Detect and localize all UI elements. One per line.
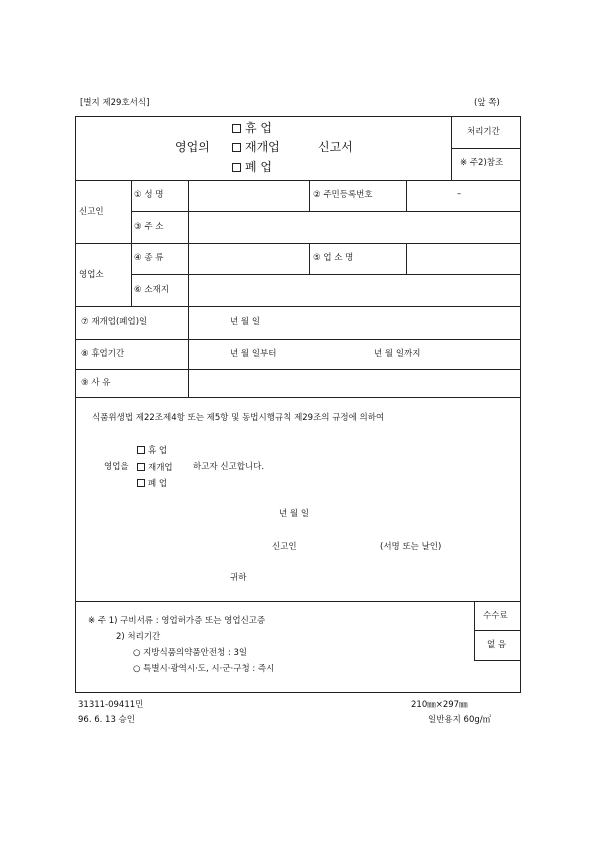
declaration-business-label: 영업을: [104, 462, 129, 472]
checkbox-icon[interactable]: [232, 124, 241, 133]
rule: [131, 274, 521, 275]
address-field[interactable]: [190, 213, 519, 241]
rule: [406, 243, 407, 274]
signature-field[interactable]: (서명 또는 날인): [380, 542, 442, 552]
rule: [131, 211, 521, 212]
location-label: ⑥ 소재지: [134, 285, 169, 295]
business-name-field[interactable]: [408, 245, 519, 272]
name-label: ① 성 명: [134, 190, 164, 200]
reporter-section-label: 신고인: [79, 207, 104, 217]
business-section-label: 영업소: [79, 270, 104, 280]
rule: [75, 339, 521, 340]
fee-label: 수수료: [483, 611, 508, 621]
rule: [406, 180, 407, 211]
declaration-tail: 하고자 신고합니다.: [193, 462, 265, 472]
paper-type: 일반용지 60g/㎡: [428, 715, 492, 725]
rule: [309, 243, 310, 274]
title-suffix: 신고서: [318, 140, 353, 154]
rule: [474, 660, 521, 661]
form-number: [별지 제29호서식]: [80, 98, 150, 108]
declaration-option-reopen: 재개업: [137, 463, 173, 473]
rule: [75, 397, 521, 398]
note-2a: ○ 지방식품의약품안전청 : 3일: [133, 648, 248, 658]
declaration-option-suspend: 휴 업: [137, 446, 167, 456]
closure-to-field[interactable]: 년 월 일까지: [374, 349, 421, 359]
reopen-date-label: ⑦ 재개업(폐업)일: [81, 317, 148, 327]
reason-field[interactable]: [190, 371, 519, 395]
note-2b: ○ 특별시·광역시·도, 시·군·구청 : 즉시: [133, 664, 275, 674]
checkbox-icon[interactable]: [137, 463, 145, 471]
processing-note: ※ 주2)참조: [460, 158, 504, 168]
declaration-date[interactable]: 년 월 일: [279, 509, 310, 519]
rule: [75, 601, 521, 602]
closure-from-field[interactable]: 년 월 일부터: [230, 349, 277, 359]
rrn-dash: –: [457, 189, 462, 199]
rule: [474, 630, 521, 631]
rule: [131, 180, 132, 306]
title-option-reopen: 재개업: [232, 141, 280, 153]
rule: [75, 369, 521, 370]
checkbox-icon[interactable]: [137, 446, 145, 454]
title-option-close: 폐 업: [232, 161, 272, 173]
declaration-option-close: 폐 업: [137, 479, 167, 489]
rule: [309, 180, 310, 211]
rule: [474, 601, 475, 660]
checkbox-icon[interactable]: [232, 143, 241, 152]
title-prefix: 영업의: [175, 140, 210, 154]
rule: [75, 306, 521, 307]
rule: [188, 180, 189, 397]
business-name-label: ⑤ 업 소 명: [313, 253, 354, 263]
rrn-field[interactable]: [408, 182, 519, 209]
page-side: (앞 쪽): [474, 98, 500, 108]
title-option-suspend: 휴 업: [232, 122, 272, 134]
location-field[interactable]: [190, 276, 519, 304]
rule: [75, 180, 521, 181]
form-code: 31311-09411민: [78, 700, 144, 710]
name-field[interactable]: [190, 182, 307, 209]
rrn-label: ② 주민등록번호: [313, 190, 373, 200]
processing-period-label: 처리기간: [467, 127, 500, 137]
addressee-label: 귀하: [230, 573, 247, 583]
checkbox-icon[interactable]: [137, 479, 145, 487]
reason-label: ⑨ 사 유: [81, 378, 111, 388]
closure-period-label: ⑧ 휴업기간: [81, 349, 125, 359]
reopen-date-field[interactable]: 년 월 일: [230, 317, 261, 327]
rule: [75, 243, 521, 244]
fee-value: 없 음: [487, 640, 507, 650]
business-type-field[interactable]: [190, 245, 307, 272]
checkbox-icon[interactable]: [232, 163, 241, 172]
paper-size: 210㎜×297㎜: [411, 700, 468, 710]
declaration-statement: 식품위생법 제22조제4항 또는 제5항 및 동법시행규칙 제29조의 규정에 의하여: [92, 413, 385, 423]
note-2: 2) 처리기간: [116, 632, 161, 642]
rule: [451, 148, 521, 149]
approval-date: 96. 6. 13 승인: [78, 715, 135, 725]
declaration-reporter: 신고인: [272, 542, 297, 552]
address-label: ③ 주 소: [134, 222, 164, 232]
rule: [451, 116, 452, 180]
note-1: ※ 주 1) 구비서류 : 영업허가증 또는 영업신고증: [88, 616, 266, 626]
business-type-label: ④ 종 류: [134, 253, 164, 263]
